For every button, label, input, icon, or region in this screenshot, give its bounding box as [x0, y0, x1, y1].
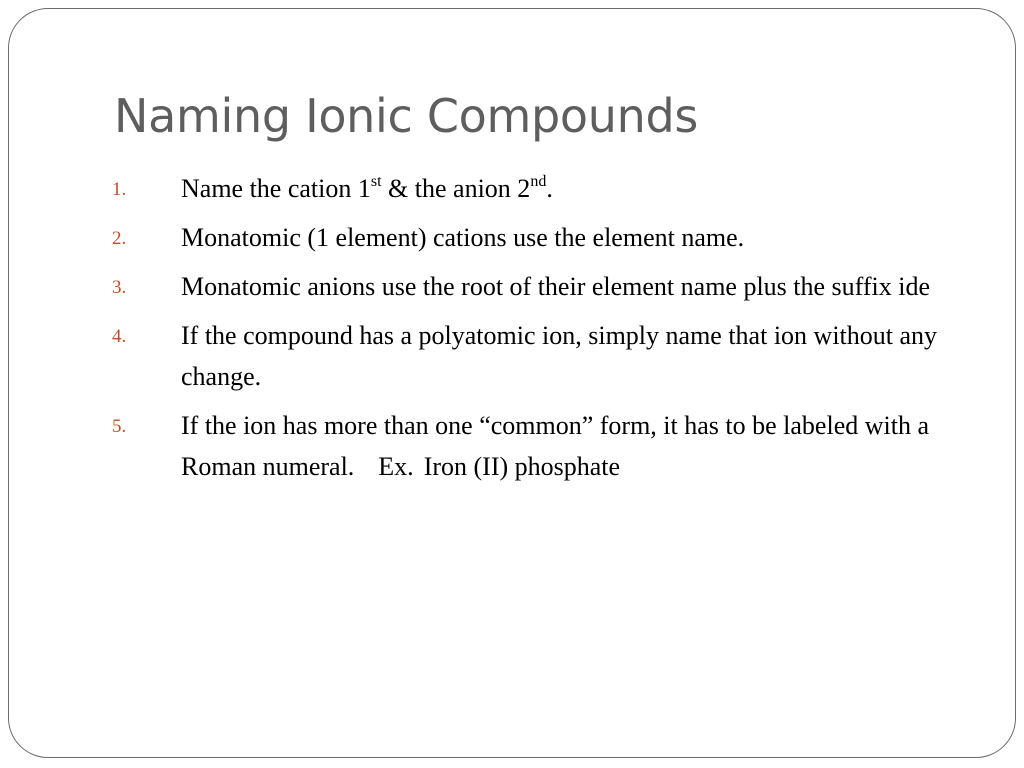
item-number: 5. [112, 416, 127, 437]
item-text: Monatomic anions use the root of their element name plus the suffix ide [181, 272, 931, 301]
list-item [110, 217, 970, 258]
superscript-st: st [370, 173, 382, 190]
item-text: If the compound has a polyatomic ion, simply name that ion without any change. [181, 321, 938, 391]
item-number: 2. [112, 228, 127, 249]
superscript-nd: nd [530, 173, 547, 190]
item-text: & the anion 2 [381, 174, 531, 203]
list-item [110, 405, 970, 487]
list-item [110, 168, 970, 209]
list-item [110, 315, 970, 397]
slide-title: Naming Ionic Compounds [114, 89, 699, 143]
item-text: Monatomic (1 element) cations use the element name. [181, 223, 745, 252]
list-item [110, 266, 970, 307]
item-number: 3. [112, 277, 127, 298]
item-number: 1. [112, 179, 127, 200]
item-number: 4. [112, 326, 127, 347]
item-text: . [546, 174, 553, 203]
numbered-list [110, 168, 970, 495]
item-text: Name the cation 1 [181, 174, 371, 203]
example-label: Ex. [378, 452, 414, 481]
item-text: If the ion has more than one “common” form, it has to be labeled with a Roman numeral. [181, 411, 929, 481]
example-text: Iron (II) phosphate [423, 452, 621, 481]
